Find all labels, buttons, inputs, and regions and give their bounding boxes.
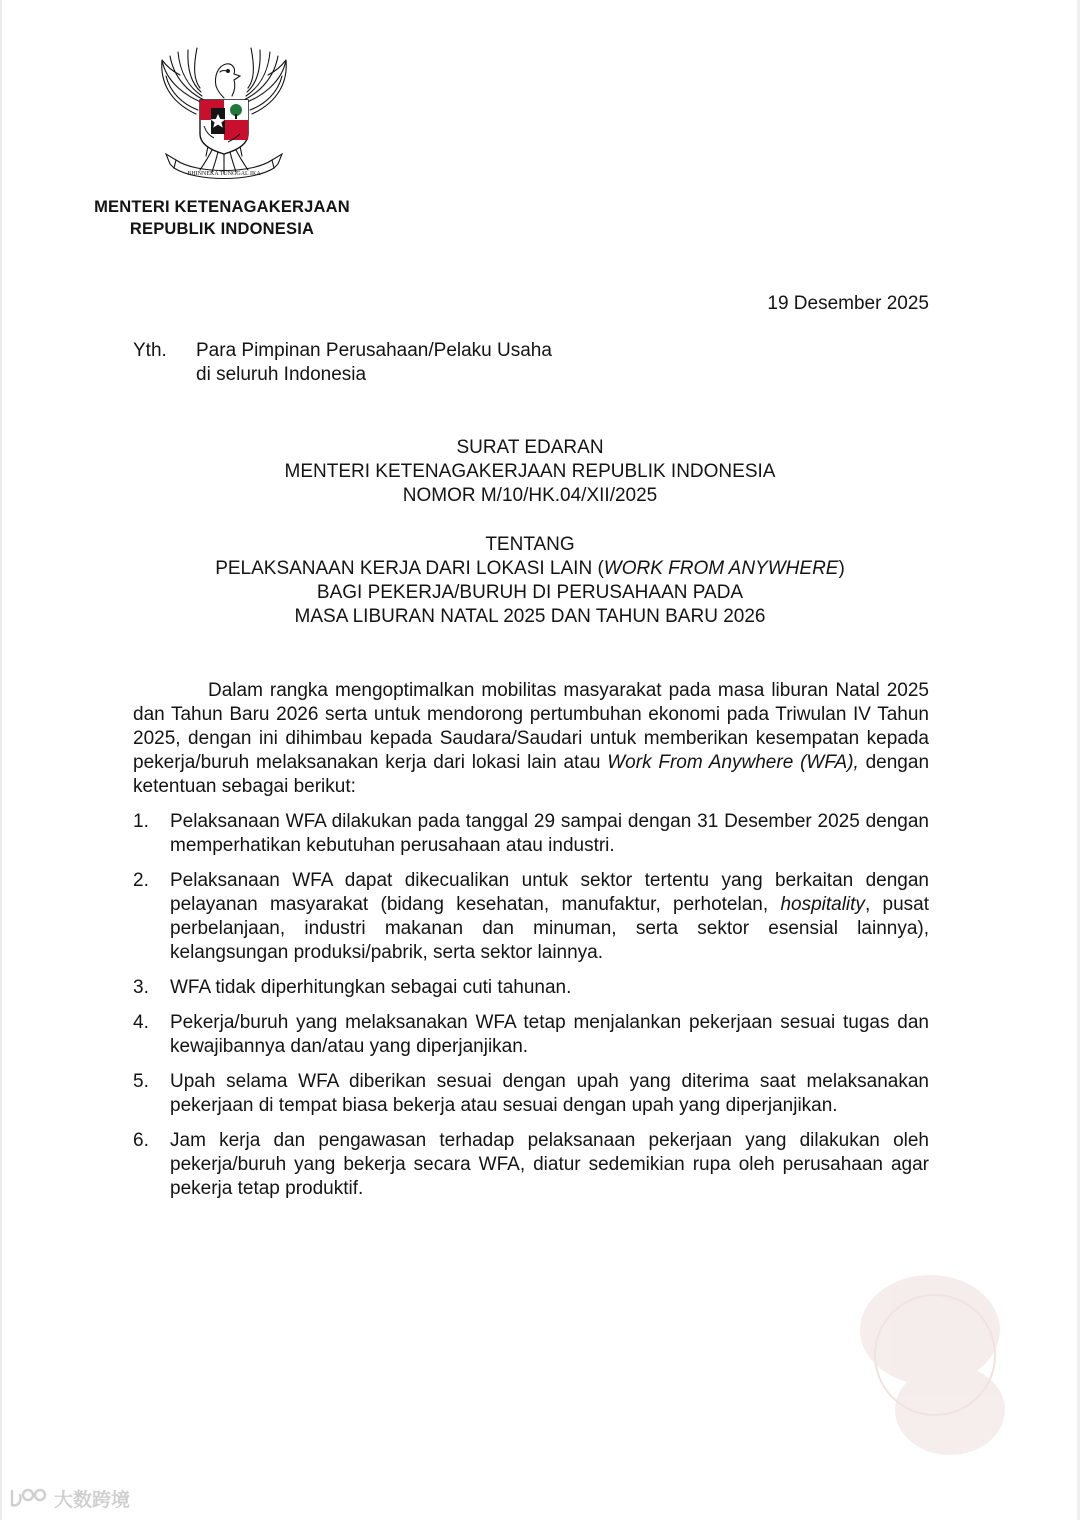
provision-text: Upah selama WFA diberikan sesuai dengan upah yang diterima saat melaksanakan pekerjaan di tempat biasa bekerja atau sesuai dengan upah yang diperjanjikan. <box>170 1071 929 1116</box>
addressee-location: di seluruh Indonesia <box>196 364 367 385</box>
provision-number: 1. <box>133 811 149 832</box>
provision-item <box>133 869 929 965</box>
provision-number: 6. <box>133 1130 149 1151</box>
emblem-motto: BHINNEKA TUNGGAL IKA <box>187 171 261 177</box>
intro-paragraph: Dalam rangka mengoptimalkan mobilitas masyarakat pada masa liburan Natal 2025 dan Tahun Baru 2026 serta untuk mendorong pertumbuhan ekonomi pada Triwulan IV Tahun 2025, dengan ini dihimbau kepada Saudara/Saudari untuk memberikan kesempatan kepada pekerja/buruh melaksanakan kerja dari lokasi lain atau Work From Anywhere (WFA), dengan ketentuan sebagai berikut: <box>133 680 930 797</box>
title-number: NOMOR M/10/HK.04/XII/2025 <box>402 485 658 506</box>
provisions-list <box>133 810 929 1212</box>
ministry-name: MENTERI KETENAGAKERJAAN <box>94 198 350 216</box>
title-type: SURAT EDARAN <box>456 437 604 458</box>
garuda-emblem-icon <box>156 42 292 190</box>
provision-item <box>133 1011 929 1059</box>
provision-text: Jam kerja dan pengawasan terhadap pelaksanaan pekerjaan yang dilakukan oleh pekerja/buruh yang bekerja secara WFA, diatur sedemikian rupa oleh perusahaan agar pekerja tetap produktif. <box>170 1130 929 1199</box>
provision-number: 3. <box>133 977 149 998</box>
watermark-text: 大数跨境 <box>54 1489 131 1511</box>
document-subject <box>100 533 960 629</box>
provision-number: 2. <box>133 870 149 891</box>
provision-number: 4. <box>133 1012 149 1033</box>
faint-stamp-mark <box>830 1260 1020 1490</box>
provision-text: Pelaksanaan WFA dilakukan pada tanggal 29 sampai dengan 31 Desember 2025 dengan memperhatikan kebutuhan perusahaan atau industri. <box>170 811 929 856</box>
provision-text: Pekerja/buruh yang melaksanakan WFA tetap menjalankan pekerjaan sesuai tugas dan kewajibannya dan/atau yang diperjanjikan. <box>170 1012 929 1057</box>
provision-text: WFA tidak diperhitungkan sebagai cuti tahunan. <box>170 977 572 998</box>
ministry-country: REPUBLIK INDONESIA <box>129 220 315 238</box>
ministry-header <box>62 196 382 240</box>
subject-line-3: MASA LIBURAN NATAL 2025 DAN TAHUN BARU 2026 <box>294 606 766 627</box>
provision-item <box>133 810 929 858</box>
document-title <box>100 436 960 508</box>
brand-logo-icon <box>8 1485 50 1511</box>
subject-label: TENTANG <box>485 534 575 555</box>
provision-text: Pelaksanaan WFA dapat dikecualikan untuk sektor tertentu yang berkaitan dengan pelayanan masyarakat (bidang kesehatan, manufaktur, perhotelan, hospitality, pusat perbelanjaan, industri makanan dan minuman, serta sektor esensial lainnya), kelangsungan produksi/pabrik, serta sektor lainnya. <box>170 870 930 963</box>
provision-number: 5. <box>133 1071 149 1092</box>
salutation: Yth. <box>133 340 167 361</box>
addressee-recipient: Para Pimpinan Perusahaan/Pelaku Usaha <box>196 340 552 361</box>
subject-line-1: PELAKSANAAN KERJA DARI LOKASI LAIN (WORK FROM ANYWHERE) <box>215 558 845 579</box>
letter-date: 19 Desember 2025 <box>767 293 929 314</box>
title-issuer: MENTERI KETENAGAKERJAAN REPUBLIK INDONESIA <box>284 461 776 482</box>
watermark <box>8 1483 130 1513</box>
provision-item <box>133 1070 929 1118</box>
provision-item <box>133 976 929 1000</box>
subject-line-2: BAGI PEKERJA/BURUH DI PERUSAHAAN PADA <box>316 582 744 603</box>
provision-item <box>133 1129 929 1201</box>
